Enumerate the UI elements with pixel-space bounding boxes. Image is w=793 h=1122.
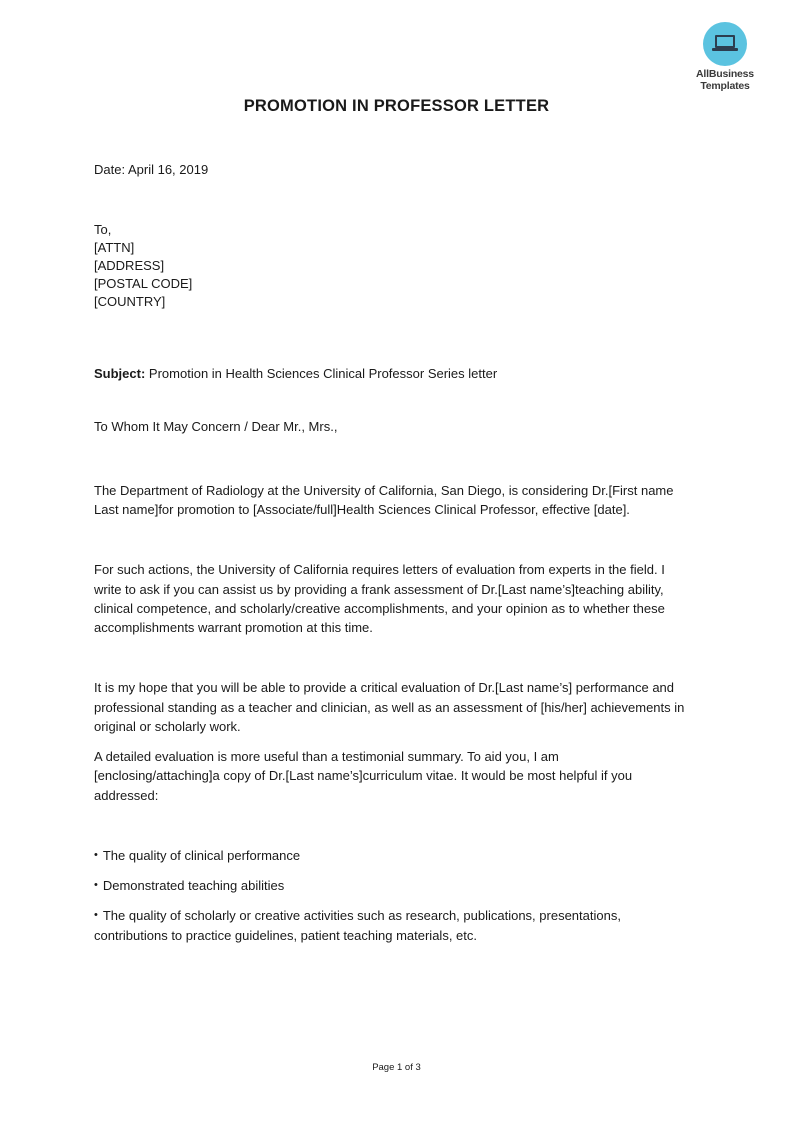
- recipient-attn: [ATTN]: [94, 240, 135, 255]
- subject-text: Promotion in Health Sciences Clinical Professor Series letter: [148, 366, 498, 381]
- paragraph-line: addressed:: [94, 788, 159, 803]
- list-item: • The quality of scholarly or creative activities such as research, publications, presentations,: [94, 906, 714, 928]
- recipient-to: To,: [94, 222, 112, 237]
- subject-line: [94, 364, 714, 384]
- paragraph-line: professional standing as a teacher and clinician, as well as an assessment of [his/her] achievements in: [94, 700, 685, 715]
- paragraph-line: A detailed evaluation is more useful than a testimonial summary. To aid you, I am: [94, 749, 559, 764]
- recipient-postal-code: [POSTAL CODE]: [94, 276, 193, 291]
- allbusiness-logo: [690, 22, 760, 92]
- recipient-country: [COUNTRY]: [94, 294, 166, 309]
- recipient-address: [ADDRESS]: [94, 258, 165, 273]
- paragraph-line: It is my hope that you will be able to provide a critical evaluation of Dr.[Last name’s] performance and: [94, 680, 675, 695]
- salutation: To Whom It May Concern / Dear Mr., Mrs.,: [94, 419, 338, 434]
- subject-label: Subject:: [94, 366, 146, 381]
- paragraph-line: For such actions, the University of California requires letters of evaluation from experts in the field. I: [94, 562, 665, 577]
- page-number: Page 1 of 3: [372, 1062, 421, 1073]
- paragraph-line: clinical competence, and scholarly/creative accomplishments, and your opinion as to whether these: [94, 601, 665, 616]
- paragraph-line: The Department of Radiology at the University of California, San Diego, is considering Dr.[First name: [94, 483, 674, 498]
- paragraph-line: Last name]for promotion to [Associate/full]Health Sciences Clinical Professor, effective [date].: [94, 502, 630, 517]
- paragraph-line: [enclosing/attaching]a copy of Dr.[Last name’s]curriculum vitae. It would be most helpful if you: [94, 768, 633, 783]
- logo-line-2: Templates: [700, 80, 750, 92]
- letter-title: PROMOTION IN PROFESSOR LETTER: [243, 97, 550, 115]
- paragraph-line: accomplishments warrant promotion at this time.: [94, 620, 373, 635]
- logo-line-1: AllBusiness: [696, 68, 754, 80]
- list-item: • The quality of clinical performance: [94, 846, 714, 868]
- date-line: Date: April 16, 2019: [94, 162, 209, 177]
- paragraph-line: original or scholarly work.: [94, 719, 241, 734]
- paragraph-line: write to ask if you can assist us by providing a frank assessment of Dr.[Last name’s]teaching ability,: [94, 582, 664, 597]
- list-item: • Demonstrated teaching abilities: [94, 876, 714, 898]
- list-item-continuation: contributions to practice guidelines, patient teaching materials, etc.: [94, 928, 477, 943]
- laptop-icon: [703, 22, 747, 66]
